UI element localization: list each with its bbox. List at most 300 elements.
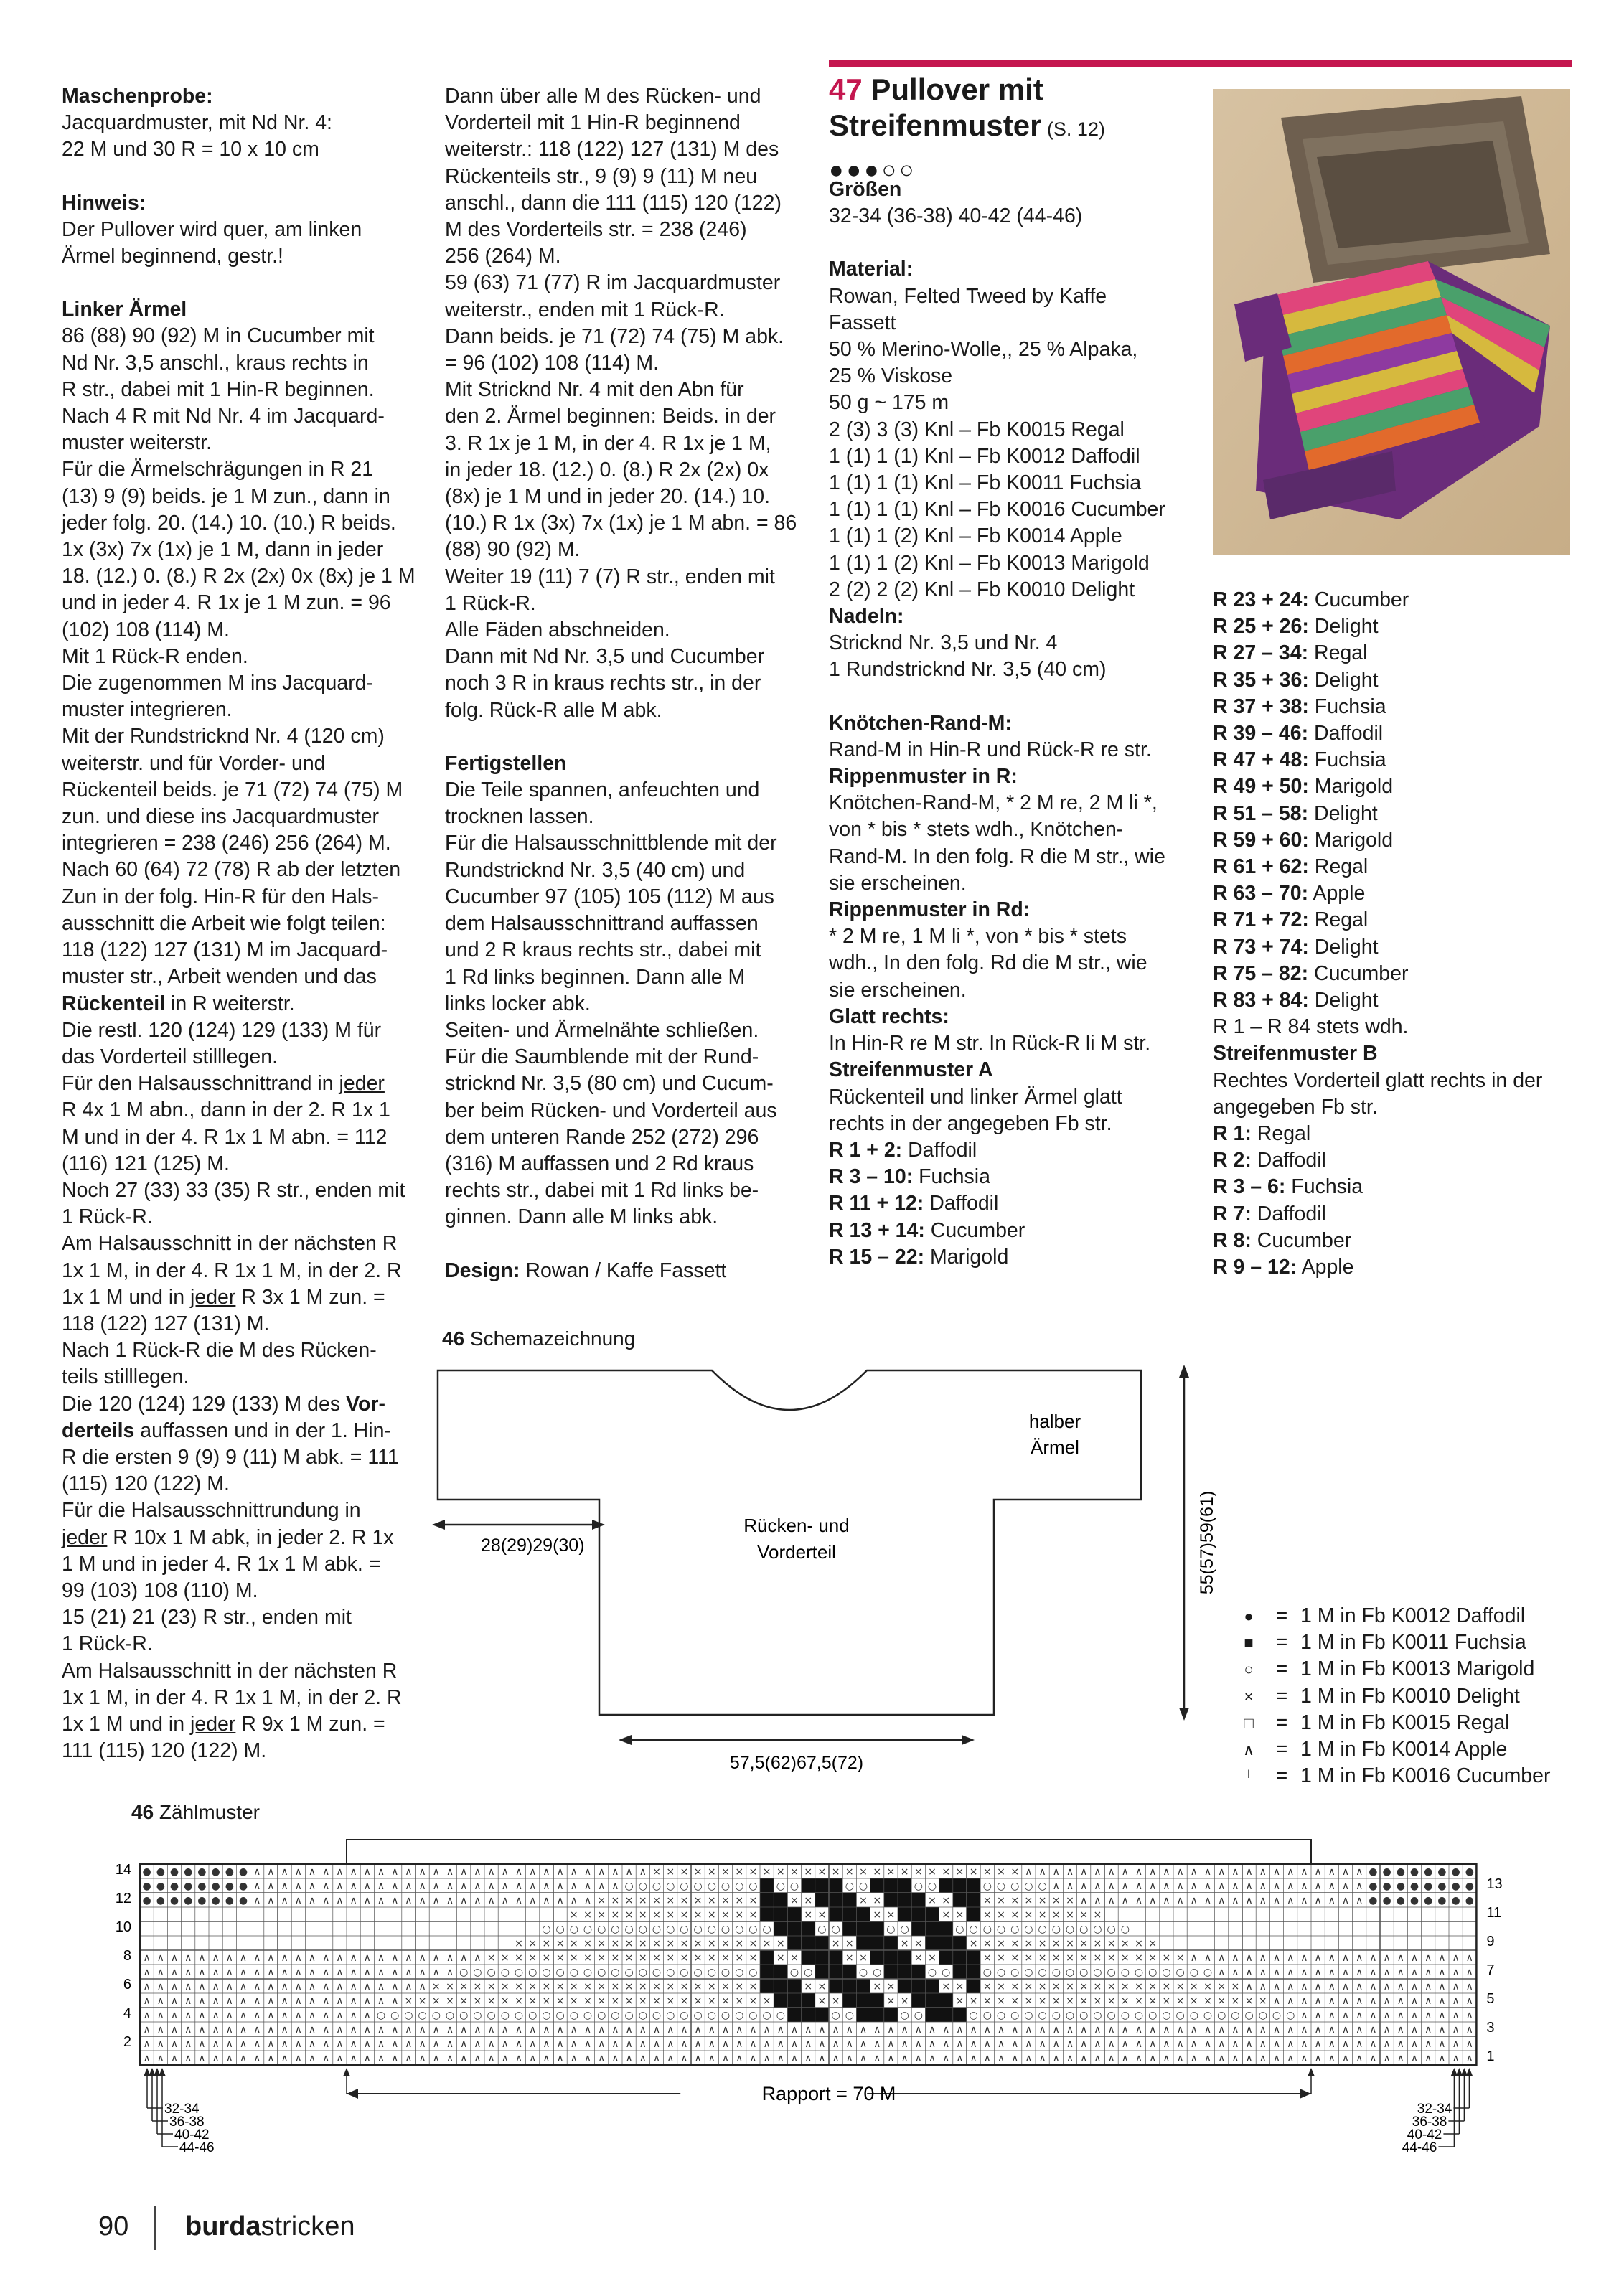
- chart-cell-symbol: ×: [446, 1995, 454, 2007]
- chart-cell-symbol: ∧: [639, 2053, 647, 2064]
- chart-cell-symbol: ∧: [1245, 1895, 1253, 1906]
- chart-cell-symbol: ×: [1135, 1938, 1143, 1949]
- chart-cell-symbol: ∧: [1424, 2038, 1432, 2050]
- chart-cell-symbol: ∧: [859, 2053, 868, 2064]
- chart-cell-symbol: ∧: [267, 1967, 275, 1978]
- chart-cell-symbol: ∧: [1397, 2053, 1404, 2064]
- chart-cell-symbol: ○: [748, 1881, 758, 1892]
- chart-cell-symbol: ○: [652, 2010, 662, 2021]
- chart-cell-symbol: ×: [569, 1938, 578, 1949]
- chart-cell-symbol: ×: [515, 1938, 523, 1949]
- chart-cell-symbol: ∧: [1176, 1866, 1184, 1878]
- chart-cell-fuchsia: [870, 1993, 884, 2008]
- chart-cell-symbol: ∧: [818, 2053, 826, 2064]
- chart-cell-symbol: ∧: [529, 1866, 537, 1878]
- chart-cell-symbol: ∧: [156, 1952, 164, 1964]
- chart-cell-symbol: ×: [1217, 1995, 1226, 2007]
- chart-cell-fuchsia: [802, 2008, 815, 2022]
- chart-cell-symbol: ○: [982, 1881, 992, 1892]
- chart-cell-symbol: ×: [569, 1952, 578, 1964]
- block-glatt: [829, 1030, 1195, 1057]
- block-streifen-b: [1213, 1068, 1586, 1121]
- chart-cell-symbol: ∧: [460, 2038, 468, 2050]
- text-line: 256 (264) M.: [445, 245, 561, 268]
- chart-cell-symbol: ∧: [170, 1967, 179, 1978]
- chart-cell-symbol: ∧: [1314, 1952, 1322, 1964]
- chart-cell-symbol: ∧: [1190, 2024, 1198, 2036]
- chart-cell-symbol: ○: [1065, 2010, 1075, 2021]
- chart-cell-symbol: ○: [1258, 2010, 1267, 2021]
- chart-cell-symbol: ×: [1066, 1938, 1074, 1949]
- chart-cell-symbol: ×: [721, 1866, 730, 1878]
- chart-cell-symbol: ∧: [198, 1981, 206, 1992]
- chart-cell-symbol: ∧: [845, 2038, 853, 2050]
- chart-cell-symbol: ●: [1396, 1866, 1405, 1878]
- chart-cell-symbol: ○: [638, 1924, 647, 1935]
- chart-cell-fuchsia: [842, 1907, 856, 1921]
- chart-cell-symbol: ∧: [418, 1881, 426, 1892]
- chart-cell-fuchsia: [829, 1893, 842, 1907]
- legend-symbol-icon: ×: [1244, 1687, 1254, 1705]
- chart-cell-symbol: ∧: [239, 2038, 248, 2050]
- block-linker-b: [62, 1017, 421, 1071]
- chart-cell-symbol: ○: [693, 1881, 703, 1892]
- chart-cell-symbol: ∧: [474, 2038, 482, 2050]
- chart-cell-symbol: ∧: [446, 1967, 454, 1978]
- chart-cell-symbol: ∧: [1287, 1895, 1295, 1906]
- chart-cell-symbol: ∧: [515, 2053, 523, 2064]
- chart-cell-fuchsia: [911, 1993, 925, 2008]
- chart-cell-symbol: ∧: [1259, 2024, 1267, 2036]
- chart-cell-symbol: ∧: [281, 2038, 288, 2050]
- chart-cell-symbol: ∧: [708, 2024, 715, 2036]
- chart-cell-fuchsia: [870, 1878, 884, 1893]
- chart-cell-symbol: ○: [542, 1967, 551, 1978]
- chart-cell-symbol: ∧: [1135, 1866, 1143, 1878]
- chart-cell-symbol: ∧: [405, 1952, 413, 1964]
- chart-cell-symbol: ×: [666, 1895, 675, 1906]
- chart-cell-symbol: ∧: [1369, 1967, 1377, 1978]
- chart-cell-symbol: ∧: [184, 1967, 192, 1978]
- chart-cell-symbol: ×: [1024, 1981, 1033, 1992]
- chart-cell-symbol: ∧: [308, 1995, 316, 2007]
- chart-cell-symbol: ○: [459, 2010, 469, 2021]
- size-marker-left: 40-42: [174, 2127, 210, 2142]
- chart-cell-symbol: ∧: [281, 1952, 288, 1964]
- schematic-drawing: [423, 1349, 1234, 1773]
- chart-cell-symbol: ×: [831, 1866, 840, 1878]
- chart-cell-fuchsia: [802, 1950, 815, 1965]
- chart-cell-symbol: ∧: [446, 2038, 454, 2050]
- label-ruecken: Rücken- und: [743, 1515, 850, 1536]
- chart-cell-symbol: ○: [514, 2010, 524, 2021]
- chart-cell-symbol: ∧: [349, 2024, 357, 2036]
- legend-row: [1234, 1710, 1551, 1736]
- text-line: und 2 R kraus rechts str., dabei mit: [445, 938, 761, 962]
- text-line: dem Halsausschnittrand auffassen: [445, 912, 759, 936]
- text-line: Für die Ärmelschrägungen in R 21: [62, 458, 374, 481]
- chart-cell-symbol: ○: [487, 2010, 496, 2021]
- block-linker-c: [62, 1097, 421, 1284]
- size-marker-right: 36-38: [1412, 2114, 1447, 2130]
- chart-cell-symbol: ∧: [1287, 2053, 1295, 2064]
- chart-cell-symbol: ∧: [1410, 2038, 1419, 2050]
- chart-cell-symbol: ∧: [1410, 1952, 1419, 1964]
- chart-cell-symbol: ∧: [942, 2024, 950, 2036]
- chart-cell-symbol: ∧: [184, 2053, 192, 2064]
- chart-cell-symbol: ∧: [1176, 2024, 1184, 2036]
- text-line: (102) 108 (114) M.: [62, 618, 230, 641]
- chart-cell-symbol: ∧: [1080, 1881, 1088, 1892]
- chart-cell-fuchsia: [787, 1979, 801, 1993]
- chart-cell-symbol: ×: [969, 1938, 978, 1949]
- legend-text: 1 M in Fb K0016 Cucumber: [1300, 1764, 1551, 1788]
- chart-cell-symbol: ∧: [901, 2053, 909, 2064]
- chart-cell-symbol: ×: [611, 1981, 620, 1992]
- chart-cell-symbol: ×: [748, 1938, 758, 1949]
- chart-cell-symbol: ×: [1203, 1995, 1212, 2007]
- chart-cell-symbol: ∧: [570, 2024, 578, 2036]
- chart-cell-symbol: ∧: [1149, 1866, 1157, 1878]
- chart-cell-fuchsia: [787, 1993, 801, 2008]
- chart-cell-symbol: ∧: [391, 1981, 399, 1992]
- chart-cell-symbol: ●: [1437, 1866, 1447, 1878]
- chart-cell-symbol: ∧: [1383, 1981, 1391, 1992]
- chart-cell-fuchsia: [829, 1950, 842, 1965]
- size-marker-right: 44-46: [1402, 2140, 1437, 2155]
- chart-cell-symbol: ○: [666, 2010, 675, 2021]
- chart-cell-symbol: ○: [680, 1881, 689, 1892]
- chart-cell-symbol: ∧: [1300, 2010, 1308, 2021]
- chart-cell-fuchsia: [815, 2008, 829, 2022]
- text-line: 1x (3x) 7x (1x) je 1 M, dann in jeder: [62, 538, 384, 562]
- chart-cell-symbol: ∧: [832, 2038, 840, 2050]
- chart-cell-symbol: ∧: [474, 1866, 482, 1878]
- chart-cell-symbol: ×: [997, 1952, 1005, 1964]
- chart-cell-symbol: ∧: [239, 1995, 248, 2007]
- legend-row: [1234, 1683, 1551, 1710]
- chart-cell-symbol: ×: [666, 1952, 675, 1964]
- chart-cell-symbol: ∧: [818, 2024, 826, 2036]
- chart-cell-symbol: ∧: [474, 2053, 482, 2064]
- text-line: 1 Rück-R.: [62, 1632, 153, 1656]
- text-line: M des Vorderteils str. = 238 (246): [445, 218, 747, 242]
- chart-cell-symbol: ∧: [474, 1895, 482, 1906]
- chart-cell-symbol: ∧: [667, 2024, 675, 2036]
- chart-cell-symbol: ∧: [212, 2053, 220, 2064]
- text-line: Für die Halsausschnittrundung in: [62, 1499, 361, 1523]
- chart-cell-symbol: ○: [762, 1924, 771, 1935]
- chart-cell-symbol: ○: [624, 1967, 634, 1978]
- chart-cell-fuchsia: [829, 1979, 842, 1993]
- chart-cell-symbol: ∧: [170, 1981, 179, 1992]
- chart-cell-symbol: ×: [1038, 1909, 1047, 1921]
- chart-cell-symbol: ×: [914, 1952, 923, 1964]
- chart-cell-symbol: ○: [528, 2010, 538, 2021]
- chart-cell-symbol: ●: [1437, 1881, 1447, 1892]
- chart-cell-symbol: ∧: [336, 1952, 344, 1964]
- chart-cell-symbol: ∧: [1245, 2024, 1253, 2036]
- chart-cell-symbol: ∧: [418, 1981, 426, 1992]
- chart-cell-symbol: ∧: [1094, 2038, 1102, 2050]
- chart-cell-symbol: ×: [1120, 1995, 1130, 2007]
- chart-cell-symbol: ∧: [611, 2038, 619, 2050]
- chart-cell-symbol: ∧: [887, 2024, 895, 2036]
- text-line: ber beim Rücken- und Vorderteil aus: [445, 1098, 777, 1122]
- chart-cell-symbol: ∧: [901, 2038, 909, 2050]
- chart-cell-symbol: ∧: [694, 2038, 702, 2050]
- instructions-column-4: [1213, 587, 1586, 1281]
- chart-cell-symbol: ∧: [1163, 1866, 1170, 1878]
- size-marker-left: 44-46: [179, 2140, 215, 2155]
- chart-cell-symbol: ∧: [983, 2053, 991, 2064]
- stripe-row: R 11 + 12: Daffodil: [829, 1192, 999, 1215]
- chart-cell-symbol: ∧: [1356, 2024, 1363, 2036]
- chart-cell-symbol: ∧: [184, 2024, 192, 2036]
- chart-cell-symbol: ∧: [143, 2053, 151, 2064]
- chart-cell-symbol: ○: [1038, 2010, 1047, 2021]
- chart-cell-symbol: ×: [969, 1866, 978, 1878]
- chart-cell-symbol: ∧: [1107, 1866, 1115, 1878]
- chart-cell-symbol: ∧: [543, 2038, 550, 2050]
- text-line: 1 (1) 1 (1) Knl – Fb K0011 Fuchsia: [829, 471, 1142, 495]
- chart-cell-fuchsia: [898, 1979, 911, 1993]
- chart-cell-symbol: ∧: [1300, 1995, 1308, 2007]
- text-line: 99 (103) 108 (110) M.: [62, 1578, 258, 1602]
- chart-cell-symbol: ×: [583, 1938, 592, 1949]
- chart-cell-symbol: ∧: [1465, 1952, 1473, 1964]
- chart-cell-symbol: ∧: [1080, 1866, 1088, 1878]
- chart-cell-symbol: ×: [1093, 1981, 1102, 1992]
- chart-cell-symbol: ∧: [1424, 1952, 1432, 1964]
- legend-symbol-icon: ˡ: [1247, 1767, 1250, 1786]
- block-linker-d: [62, 1311, 421, 1391]
- chart-cell-fuchsia: [884, 1936, 898, 1950]
- chart-cell-symbol: ×: [542, 1952, 551, 1964]
- chart-cell-symbol: ●: [156, 1895, 165, 1906]
- chart-cell-symbol: ∧: [225, 2053, 233, 2064]
- legend-equals: =: [1275, 1684, 1288, 1708]
- chart-cell-fuchsia: [842, 1993, 856, 2008]
- chart-cell-symbol: ∧: [1080, 2024, 1088, 2036]
- chart-cell-symbol: ∧: [184, 1952, 192, 1964]
- chart-cell-fuchsia: [953, 2008, 967, 2022]
- chart-cell-symbol: ∧: [543, 1895, 550, 1906]
- chart-cell-symbol: ○: [1244, 2010, 1254, 2021]
- chart-cell-symbol: ×: [1107, 1952, 1116, 1964]
- chart-cell-symbol: ×: [1051, 1938, 1061, 1949]
- chart-cell-symbol: ×: [583, 1952, 592, 1964]
- chart-cell-symbol: ∧: [997, 2038, 1005, 2050]
- chart-cell-symbol: ○: [473, 2010, 482, 2021]
- chart-cell-symbol: ●: [1424, 1866, 1433, 1878]
- chart-cell-symbol: ∧: [1424, 2053, 1432, 2064]
- chart-cell-symbol: ∧: [556, 1881, 564, 1892]
- chart-cell-symbol: ○: [707, 1881, 716, 1892]
- chart-cell-symbol: ○: [1093, 1967, 1102, 1978]
- chart-cell-symbol: ∧: [349, 1981, 357, 1992]
- instructions-column-3: [829, 177, 1195, 1271]
- chart-cell-symbol: ∧: [1410, 1981, 1419, 1992]
- chart-cell-symbol: ∧: [1356, 1952, 1363, 1964]
- chart-cell-symbol: ×: [666, 1995, 675, 2007]
- chart-cell-symbol: ∧: [225, 2024, 233, 2036]
- chart-cell-symbol: ∧: [887, 2038, 895, 2050]
- stripe-rows-a2: [1213, 587, 1586, 1014]
- chart-cell-symbol: ●: [184, 1881, 193, 1892]
- chart-cell-symbol: ∧: [184, 1981, 192, 1992]
- chart-cell-symbol: ○: [1010, 1967, 1020, 1978]
- chart-cell-symbol: ∧: [1438, 2024, 1446, 2036]
- chart-cell-symbol: ∧: [611, 1881, 619, 1892]
- chart-cell-symbol: ×: [748, 1981, 758, 1992]
- chart-cell-symbol: ○: [1162, 2010, 1171, 2021]
- chart-cell-symbol: ○: [969, 2010, 978, 2021]
- chart-cell-symbol: ∧: [873, 2024, 881, 2036]
- chart-label: 46 Zählmuster: [131, 1801, 260, 1823]
- text-line: von * bis * stets wdh., Knötchen-: [829, 818, 1124, 842]
- chart-cell-symbol: ∧: [363, 1952, 371, 1964]
- chart-cell-symbol: ∧: [281, 1866, 288, 1878]
- chart-cell-symbol: ∧: [543, 2024, 550, 2036]
- chart-cell-symbol: ×: [693, 1995, 703, 2007]
- chart-cell-fuchsia: [802, 1878, 815, 1893]
- chart-cell-fuchsia: [898, 1893, 911, 1907]
- chart-cell-symbol: ×: [1258, 1995, 1267, 2007]
- text-line: Nd Nr. 3,5 anschl., kraus rechts in: [62, 351, 369, 375]
- legend-text: 1 M in Fb K0015 Regal: [1300, 1711, 1510, 1734]
- chart-cell-symbol: ∧: [556, 2053, 564, 2064]
- chart-cell-symbol: ∧: [1397, 1952, 1404, 1964]
- chart-cell-symbol: ×: [652, 1909, 661, 1921]
- chart-cell-symbol: ∧: [336, 1981, 344, 1992]
- chart-cell-fuchsia: [842, 1893, 856, 1907]
- chart-cell-symbol: ∧: [1135, 2038, 1143, 2050]
- chart-cell-fuchsia: [884, 1950, 898, 1965]
- line-groessen: 32-34 (36-38) 40-42 (44-46): [829, 204, 1083, 228]
- chart-cell-symbol: ∧: [501, 2024, 509, 2036]
- chart-cell-fuchsia: [760, 1950, 774, 1965]
- stripe-row: R 23 + 24: Cucumber: [1213, 588, 1409, 611]
- chart-cell-symbol: ∧: [583, 2053, 592, 2064]
- chart-cell-symbol: ○: [652, 1881, 662, 1892]
- chart-cell-symbol: ×: [914, 1938, 923, 1949]
- chart-cell-symbol: ∧: [281, 1895, 288, 1906]
- counting-chart: [86, 1828, 1543, 2155]
- chart-cell-symbol: ×: [1107, 1995, 1116, 2007]
- chart-cell-symbol: ×: [473, 1981, 482, 1992]
- chart-cell-symbol: ∧: [970, 2024, 977, 2036]
- chart-cell-symbol: ○: [666, 1967, 675, 1978]
- chart-cell-symbol: ∧: [1190, 2038, 1198, 2050]
- chart-cell-symbol: ○: [597, 1924, 606, 1935]
- chart-cell-symbol: ∧: [763, 2024, 771, 2036]
- text-line: 18. (12.) 0. (8.) R 2x (2x) 0x (8x) je 1 M: [62, 565, 416, 588]
- chart-cell-symbol: ○: [542, 1924, 551, 1935]
- chart-cell-symbol: ×: [721, 1981, 730, 1992]
- chart-cell-symbol: ∧: [598, 2038, 606, 2050]
- chart-cell-symbol: ∧: [184, 1995, 192, 2007]
- chart-cell-symbol: ∧: [1383, 2053, 1391, 2064]
- block-linker-a: [62, 323, 421, 990]
- chart-cell-symbol: ∧: [1328, 1952, 1336, 1964]
- chart-cell-symbol: ○: [1010, 2010, 1020, 2021]
- chart-cell-symbol: ●: [1451, 1895, 1460, 1906]
- chart-cell-symbol: ×: [693, 1938, 703, 1949]
- chart-cell-symbol: ∧: [322, 1995, 330, 2007]
- chart-cell-symbol: ∧: [749, 2038, 757, 2050]
- chart-cell-symbol: ×: [748, 1866, 758, 1878]
- block-streifen-a: [829, 1084, 1195, 1137]
- heading-nadeln: Nadeln:: [829, 605, 904, 629]
- chart-cell-symbol: ∧: [446, 2053, 454, 2064]
- chart-cell-symbol: ∧: [1383, 1952, 1391, 1964]
- chart-cell-symbol: ∧: [198, 2010, 206, 2021]
- text-line: Fassett: [829, 311, 896, 334]
- chart-cell-symbol: ×: [748, 1995, 758, 2007]
- chart-cell-symbol: ∧: [983, 2024, 991, 2036]
- chart-cell-symbol: ○: [1189, 1967, 1198, 1978]
- chart-cell-symbol: ×: [982, 1866, 992, 1878]
- chart-cell-symbol: ×: [1162, 1995, 1171, 2007]
- chart-cell-symbol: ∧: [1052, 2053, 1060, 2064]
- chart-cell-symbol: ∧: [267, 1881, 275, 1892]
- chart-cell-symbol: ∧: [1272, 1952, 1281, 1964]
- chart-cell-symbol: ×: [804, 1981, 813, 1992]
- chart-cell-symbol: ●: [197, 1881, 207, 1892]
- chart-cell-symbol: ∧: [1356, 1967, 1363, 1978]
- chart-cell-symbol: ∧: [1356, 2038, 1363, 2050]
- chart-cell-symbol: ∧: [1272, 2038, 1281, 2050]
- chart-cell-symbol: ∧: [543, 2053, 550, 2064]
- chart-cell-symbol: ∧: [1135, 1881, 1143, 1892]
- chart-cell-symbol: ∧: [1025, 2024, 1033, 2036]
- text-line: sie erscheinen.: [829, 978, 967, 1002]
- chart-cell-symbol: ∧: [1397, 1995, 1404, 2007]
- chart-cell-symbol: ○: [707, 2010, 716, 2021]
- legend-text: 1 M in Fb K0014 Apple: [1300, 1737, 1508, 1761]
- text-line: (115) 120 (122) M.: [62, 1472, 230, 1496]
- chart-cell-symbol: ○: [569, 1924, 578, 1935]
- chart-cell-symbol: ×: [624, 1995, 634, 2007]
- chart-cell-symbol: ∧: [281, 1967, 288, 1978]
- chart-cell-symbol: ○: [514, 1967, 524, 1978]
- chart-cell-symbol: ∧: [391, 2038, 399, 2050]
- heading-material: Material:: [829, 258, 914, 281]
- chart-cell-symbol: ○: [638, 2010, 647, 2021]
- chart-cell-symbol: ∧: [543, 1881, 550, 1892]
- chart-cell-symbol: ∧: [556, 2038, 564, 2050]
- chart-cell-symbol: ×: [1148, 1995, 1158, 2007]
- chart-cell-symbol: ×: [955, 1866, 964, 1878]
- chart-cell-symbol: ×: [542, 1995, 551, 2007]
- chart-cell-symbol: ×: [1162, 1952, 1171, 1964]
- chart-cell-fuchsia: [953, 1936, 967, 1950]
- chart-cell-fuchsia: [898, 1950, 911, 1965]
- chart-cell-symbol: ×: [1148, 1981, 1158, 1992]
- row-number-right: 5: [1486, 1991, 1495, 2007]
- chart-cell-symbol: ∧: [308, 1967, 316, 1978]
- text-line: Seiten- und Ärmelnähte schließen.: [445, 1018, 759, 1042]
- chart-cell-symbol: ●: [1369, 1866, 1378, 1878]
- chart-cell-fuchsia: [829, 1907, 842, 1921]
- chart-cell-symbol: ∧: [1438, 2053, 1446, 2064]
- chart-cell-symbol: ∧: [1356, 2010, 1363, 2021]
- chart-cell-fuchsia: [911, 1979, 925, 1993]
- chart-cell-symbol: ∧: [1272, 1995, 1281, 2007]
- text-line: muster weiterstr.: [62, 431, 212, 455]
- chart-cell-symbol: ×: [500, 1952, 510, 1964]
